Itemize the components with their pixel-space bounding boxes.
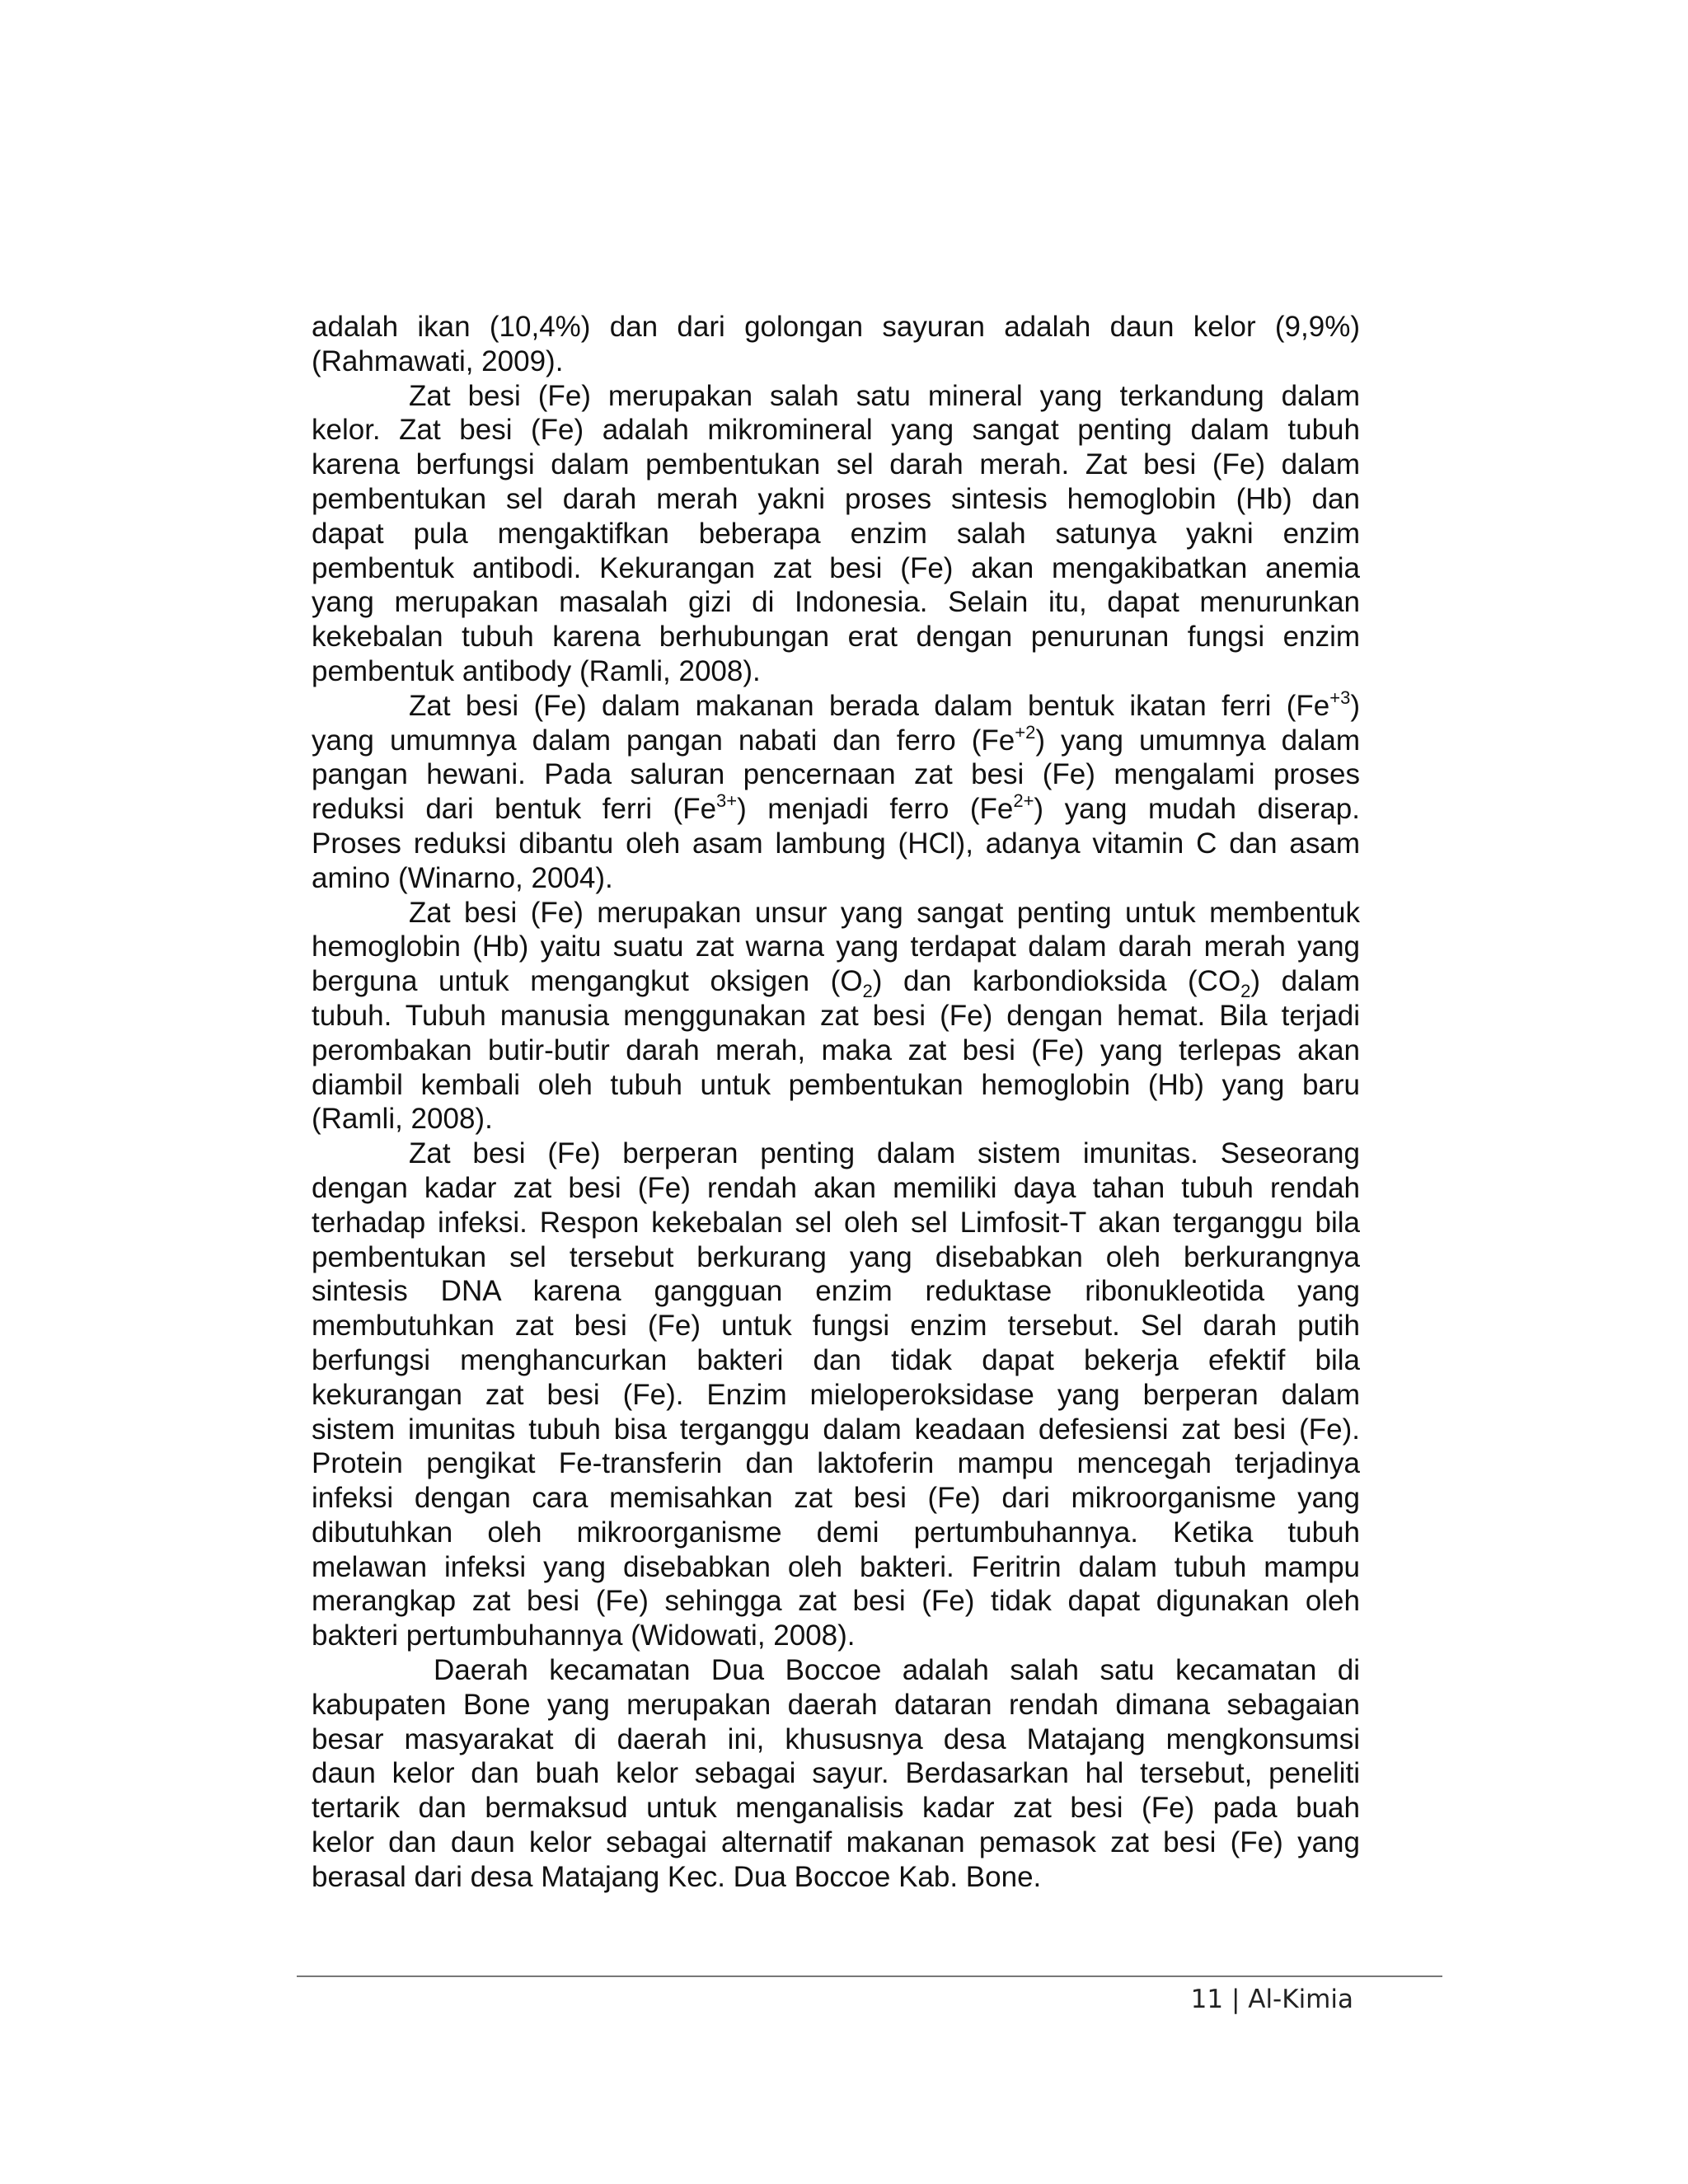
text-line: berfungsi menghancurkan bakteri dan tidak dapat bekerja efektif bila — [312, 1343, 1360, 1376]
text-line: tertarik dan bermaksud untuk menganalisis kadar zat besi (Fe) pada buah — [312, 1792, 1360, 1825]
paragraph — [312, 896, 1360, 1137]
text-line: (Ramli, 2008). — [312, 1103, 493, 1136]
text-line — [312, 689, 1360, 724]
text-line — [312, 792, 1360, 827]
text-line: pembentuk antibodi. Kekurangan zat besi (Fe) akan mengakibatkan anemia — [312, 551, 1360, 584]
paragraph — [312, 1653, 1360, 1895]
paragraph — [312, 1137, 1360, 1653]
text-line: adalah ikan (10,4%) dan dari golongan sayuran adalah daun kelor (9,9%) — [312, 311, 1360, 343]
text-line: amino (Winarno, 2004). — [312, 861, 613, 894]
text-line: yang merupakan masalah gizi di Indonesia. Selain itu, dapat menurunkan — [312, 586, 1360, 619]
superscript: +2 — [1015, 721, 1036, 743]
text-line — [312, 721, 1360, 758]
page-footer: 11 | Al-Kimia — [1190, 1985, 1353, 2014]
text-line: perombakan butir-butir darah merah, maka zat besi (Fe) yang terlepas akan — [312, 1033, 1360, 1066]
text-run: berguna untuk mengangkut oksigen (O — [312, 965, 863, 998]
text-line: Protein pengikat Fe-transferin dan laktoferin mampu mencegah terjadinya — [312, 1447, 1360, 1480]
paragraph — [312, 379, 1360, 689]
text-line: dengan kadar zat besi (Fe) rendah akan memiliki daya tahan tubuh rendah — [312, 1171, 1360, 1204]
text-line: diambil kembali oleh tubuh untuk pembentukan hemoglobin (Hb) yang baru — [312, 1068, 1360, 1101]
text-line: Daerah kecamatan Dua Boccoe adalah salah satu kecamatan di — [434, 1654, 1360, 1687]
superscript: +3 — [1329, 687, 1351, 708]
text-line: merangkap zat besi (Fe) sehingga zat besi (Fe) tidak dapat digunakan oleh — [312, 1585, 1360, 1618]
text-line: kelor dan daun kelor sebagai alternatif makanan pemasok zat besi (Fe) yang — [312, 1826, 1360, 1859]
text-line: dibutuhkan oleh mikroorganisme demi pertumbuhannya. Ketika tubuh — [312, 1516, 1360, 1549]
text-line: pangan hewani. Pada saluran pencernaan zat besi (Fe) mengalami proses — [312, 758, 1360, 791]
text-line: (Rahmawati, 2009). — [312, 344, 564, 377]
text-run: ) yang umumnya dalam — [1035, 724, 1360, 757]
text-line: karena berfungsi dalam pembentukan sel darah merah. Zat besi (Fe) dalam — [312, 448, 1360, 481]
text-line: kelor. Zat besi (Fe) adalah mikromineral yang sangat penting dalam tubuh — [312, 414, 1360, 447]
text-run: ) menjadi ferro (Fe — [737, 793, 1014, 826]
text-line: pembentukan sel tersebut berkurang yang disebabkan oleh berkurangnya — [312, 1240, 1360, 1273]
paragraph — [312, 689, 1360, 896]
text-line: pembentuk antibody (Ramli, 2008). — [312, 654, 761, 687]
text-run: yang umumnya dalam pangan nabati dan ferro (Fe — [312, 724, 1015, 757]
subscript: 2 — [1240, 981, 1251, 1002]
text-line: sintesis DNA karena gangguan enzim reduktase ribonukleotida yang — [312, 1275, 1360, 1308]
text-line: Zat besi (Fe) merupakan unsur yang sangat penting untuk membentuk — [409, 896, 1360, 929]
text-line: besar masyarakat di daerah ini, khususnya desa Matajang mengkonsumsi — [312, 1722, 1360, 1755]
text-run: ) — [1350, 689, 1360, 722]
text-line: dapat pula mengaktifkan beberapa enzim salah satunya yakni enzim — [312, 517, 1360, 550]
text-line: infeksi dengan cara memisahkan zat besi (Fe) dari mikroorganisme yang — [312, 1482, 1360, 1515]
subscript: 2 — [862, 981, 873, 1002]
text-line: tubuh. Tubuh manusia menggunakan zat besi (Fe) dengan hemat. Bila terjadi — [312, 999, 1360, 1032]
text-run: ) dalam — [1250, 965, 1360, 998]
paragraph — [312, 310, 1360, 379]
text-run: reduksi dari bentuk ferri (Fe — [312, 793, 717, 826]
superscript: 3+ — [716, 790, 738, 812]
text-run: ) dan karbondioksida (CO — [872, 965, 1241, 998]
text-line: berasal dari desa Matajang Kec. Dua Boccoe Kab. Bone. — [312, 1860, 1042, 1893]
text-line: membutuhkan zat besi (Fe) untuk fungsi enzim tersebut. Sel darah putih — [312, 1310, 1360, 1343]
text-line: bakteri pertumbuhannya (Widowati, 2008). — [312, 1619, 856, 1652]
text-line: hemoglobin (Hb) yaitu suatu zat warna yang terdapat dalam darah merah yang — [312, 930, 1360, 963]
text-line: Zat besi (Fe) berperan penting dalam sistem imunitas. Seseorang — [409, 1137, 1360, 1170]
text-line: kabupaten Bone yang merupakan daerah dataran rendah dimana sebagaian — [312, 1688, 1360, 1721]
superscript: 2+ — [1013, 790, 1034, 812]
text-run: ) yang mudah diserap. — [1034, 793, 1360, 826]
text-line: Proses reduksi dibantu oleh asam lambung (HCl), adanya vitamin C dan asam — [312, 827, 1360, 860]
text-line: melawan infeksi yang disebabkan oleh bakteri. Feritrin dalam tubuh mampu — [312, 1550, 1360, 1583]
text-line: pembentukan sel darah merah yakni proses sintesis hemoglobin (Hb) dan — [312, 482, 1360, 515]
text-line: kekebalan tubuh karena berhubungan erat dengan penurunan fungsi enzim — [312, 621, 1360, 654]
document-body — [312, 310, 1360, 1895]
text-line: Zat besi (Fe) merupakan salah satu mineral yang terkandung dalam — [409, 379, 1360, 412]
text-line: daun kelor dan buah kelor sebagai sayur. Berdasarkan hal tersebut, peneliti — [312, 1757, 1360, 1790]
text-line: sistem imunitas tubuh bisa terganggu dalam keadaan defesiensi zat besi (Fe). — [312, 1413, 1360, 1446]
text-run: Zat besi (Fe) dalam makanan berada dalam bentuk ikatan ferri (Fe — [409, 689, 1330, 722]
text-line: terhadap infeksi. Respon kekebalan sel oleh sel Limfosit-T akan terganggu bila — [312, 1206, 1360, 1239]
text-line — [312, 964, 1360, 1002]
footer-divider — [297, 1975, 1442, 1977]
text-line: kekurangan zat besi (Fe). Enzim mieloperoksidase yang berperan dalam — [312, 1378, 1360, 1411]
